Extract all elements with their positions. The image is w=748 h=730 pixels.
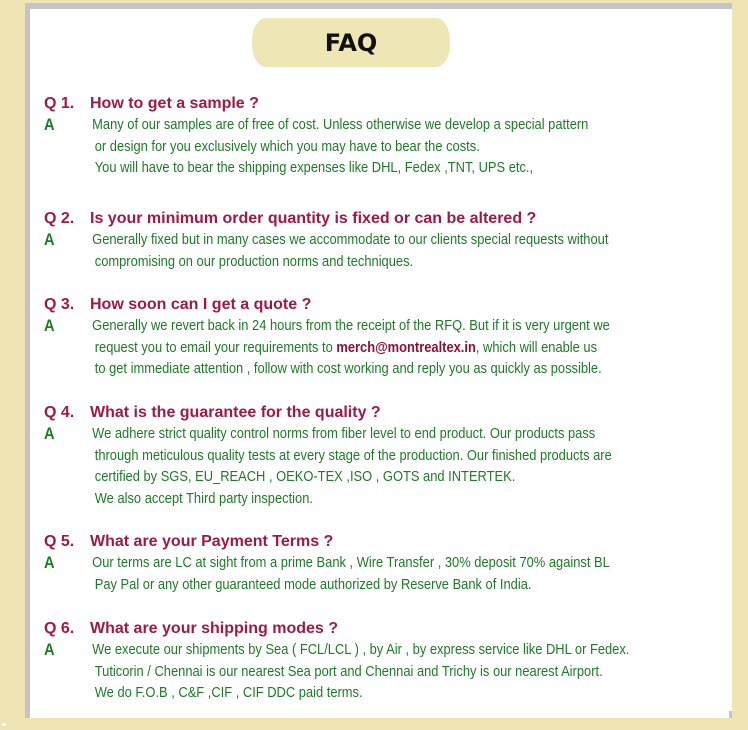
corner-mark — [2, 723, 6, 726]
question-text: How soon can I get a quote ? — [90, 296, 312, 313]
faq-question — [44, 618, 724, 639]
answer-label: A — [44, 640, 55, 659]
answer-line: certified by SGS, EU_REACH , OEKO-TEX ,ISO , GOTS and INTERTEK. — [94, 468, 516, 485]
answer-line: You will have to bear the shipping expenses like DHL, Fedex ,TNT, UPS etc., — [94, 159, 534, 176]
faq-question — [44, 402, 724, 423]
question-number: Q 3. — [44, 296, 75, 313]
answer-line: compromising on our production norms and techniques. — [94, 252, 414, 270]
faq-answer — [44, 229, 629, 272]
faq-item-3 — [44, 294, 724, 380]
answer-label: A — [44, 115, 55, 134]
question-number: Q 2. — [44, 210, 75, 227]
answer-line: We do F.O.B , C&F ,CIF , CIF DDC paid terms. — [94, 684, 363, 701]
question-number: Q 4. — [44, 404, 75, 421]
answer-line: Our terms are LC at sight from a prime Bank , Wire Transfer , 30% deposit 70% against BL — [92, 554, 610, 571]
faq-item-5 — [44, 531, 724, 595]
question-text: What are your Payment Terms ? — [90, 533, 334, 550]
email-link[interactable]: merch@montrealtex.in — [336, 338, 476, 356]
faq-answer — [44, 639, 629, 704]
answer-line: Generally we revert back in 24 hours from the receipt of the RFQ. But if it is very urgent we — [92, 317, 610, 334]
answer-line: We adhere strict quality control norms from fiber level to end product. Our products pass — [92, 425, 596, 442]
faq-item-1 — [44, 93, 724, 179]
answer-text: request you to email your requirements to — [94, 338, 337, 356]
answer-line: We execute our shipments by Sea ( FCL/LCL ) , by Air , by express service like DHL or Fedex. — [92, 641, 630, 658]
answer-line: Pay Pal or any other guaranteed mode authorized by Reserve Bank of India. — [94, 575, 532, 593]
title-banner — [252, 18, 450, 67]
page-title: FAQ — [324, 28, 378, 57]
question-number: Q 6. — [44, 620, 75, 637]
question-number: Q 1. — [44, 95, 75, 112]
answer-text: , which will enable us — [475, 338, 598, 356]
question-text: How to get a sample ? — [90, 95, 259, 112]
faq-question — [44, 294, 724, 315]
faq-panel — [25, 3, 732, 718]
answer-label: A — [44, 316, 55, 335]
faq-question — [44, 208, 724, 229]
faq-answer — [44, 423, 629, 509]
question-text: What is the guarantee for the quality ? — [90, 404, 381, 421]
answer-line: through meticulous quality tests at every stage of the production. Our finished products are — [94, 446, 612, 464]
answer-line: Generally fixed but in many cases we accommodate to our clients special requests without — [92, 231, 609, 248]
answer-label: A — [44, 424, 55, 443]
faq-item-2 — [44, 208, 724, 272]
faq-item-4 — [44, 402, 724, 509]
answer-line — [92, 337, 629, 359]
question-text: What are your shipping modes ? — [90, 620, 339, 637]
answer-label: A — [44, 553, 55, 572]
faq-item-6 — [44, 618, 724, 704]
question-text: Is your minimum order quantity is fixed or can be altered ? — [90, 210, 537, 227]
faq-question — [44, 531, 724, 552]
faq-answer — [44, 114, 629, 179]
answer-line: or design for you exclusively which you may have to bear the costs. — [94, 137, 480, 155]
answer-line: to get immediate attention , follow with cost working and reply you as quickly as possible. — [94, 360, 602, 377]
answer-line: We also accept Third party inspection. — [94, 489, 313, 507]
answer-label: A — [44, 230, 55, 249]
answer-line: Many of our samples are of free of cost. Unless otherwise we develop a special pattern — [92, 116, 589, 133]
answer-line: Tuticorin / Chennai is our nearest Sea port and Chennai and Trichy is our nearest Airport. — [94, 662, 603, 680]
faq-answer — [44, 552, 629, 595]
panel-corner — [729, 711, 732, 718]
question-number: Q 5. — [44, 533, 75, 550]
faq-answer — [44, 315, 629, 380]
faq-question — [44, 93, 724, 114]
